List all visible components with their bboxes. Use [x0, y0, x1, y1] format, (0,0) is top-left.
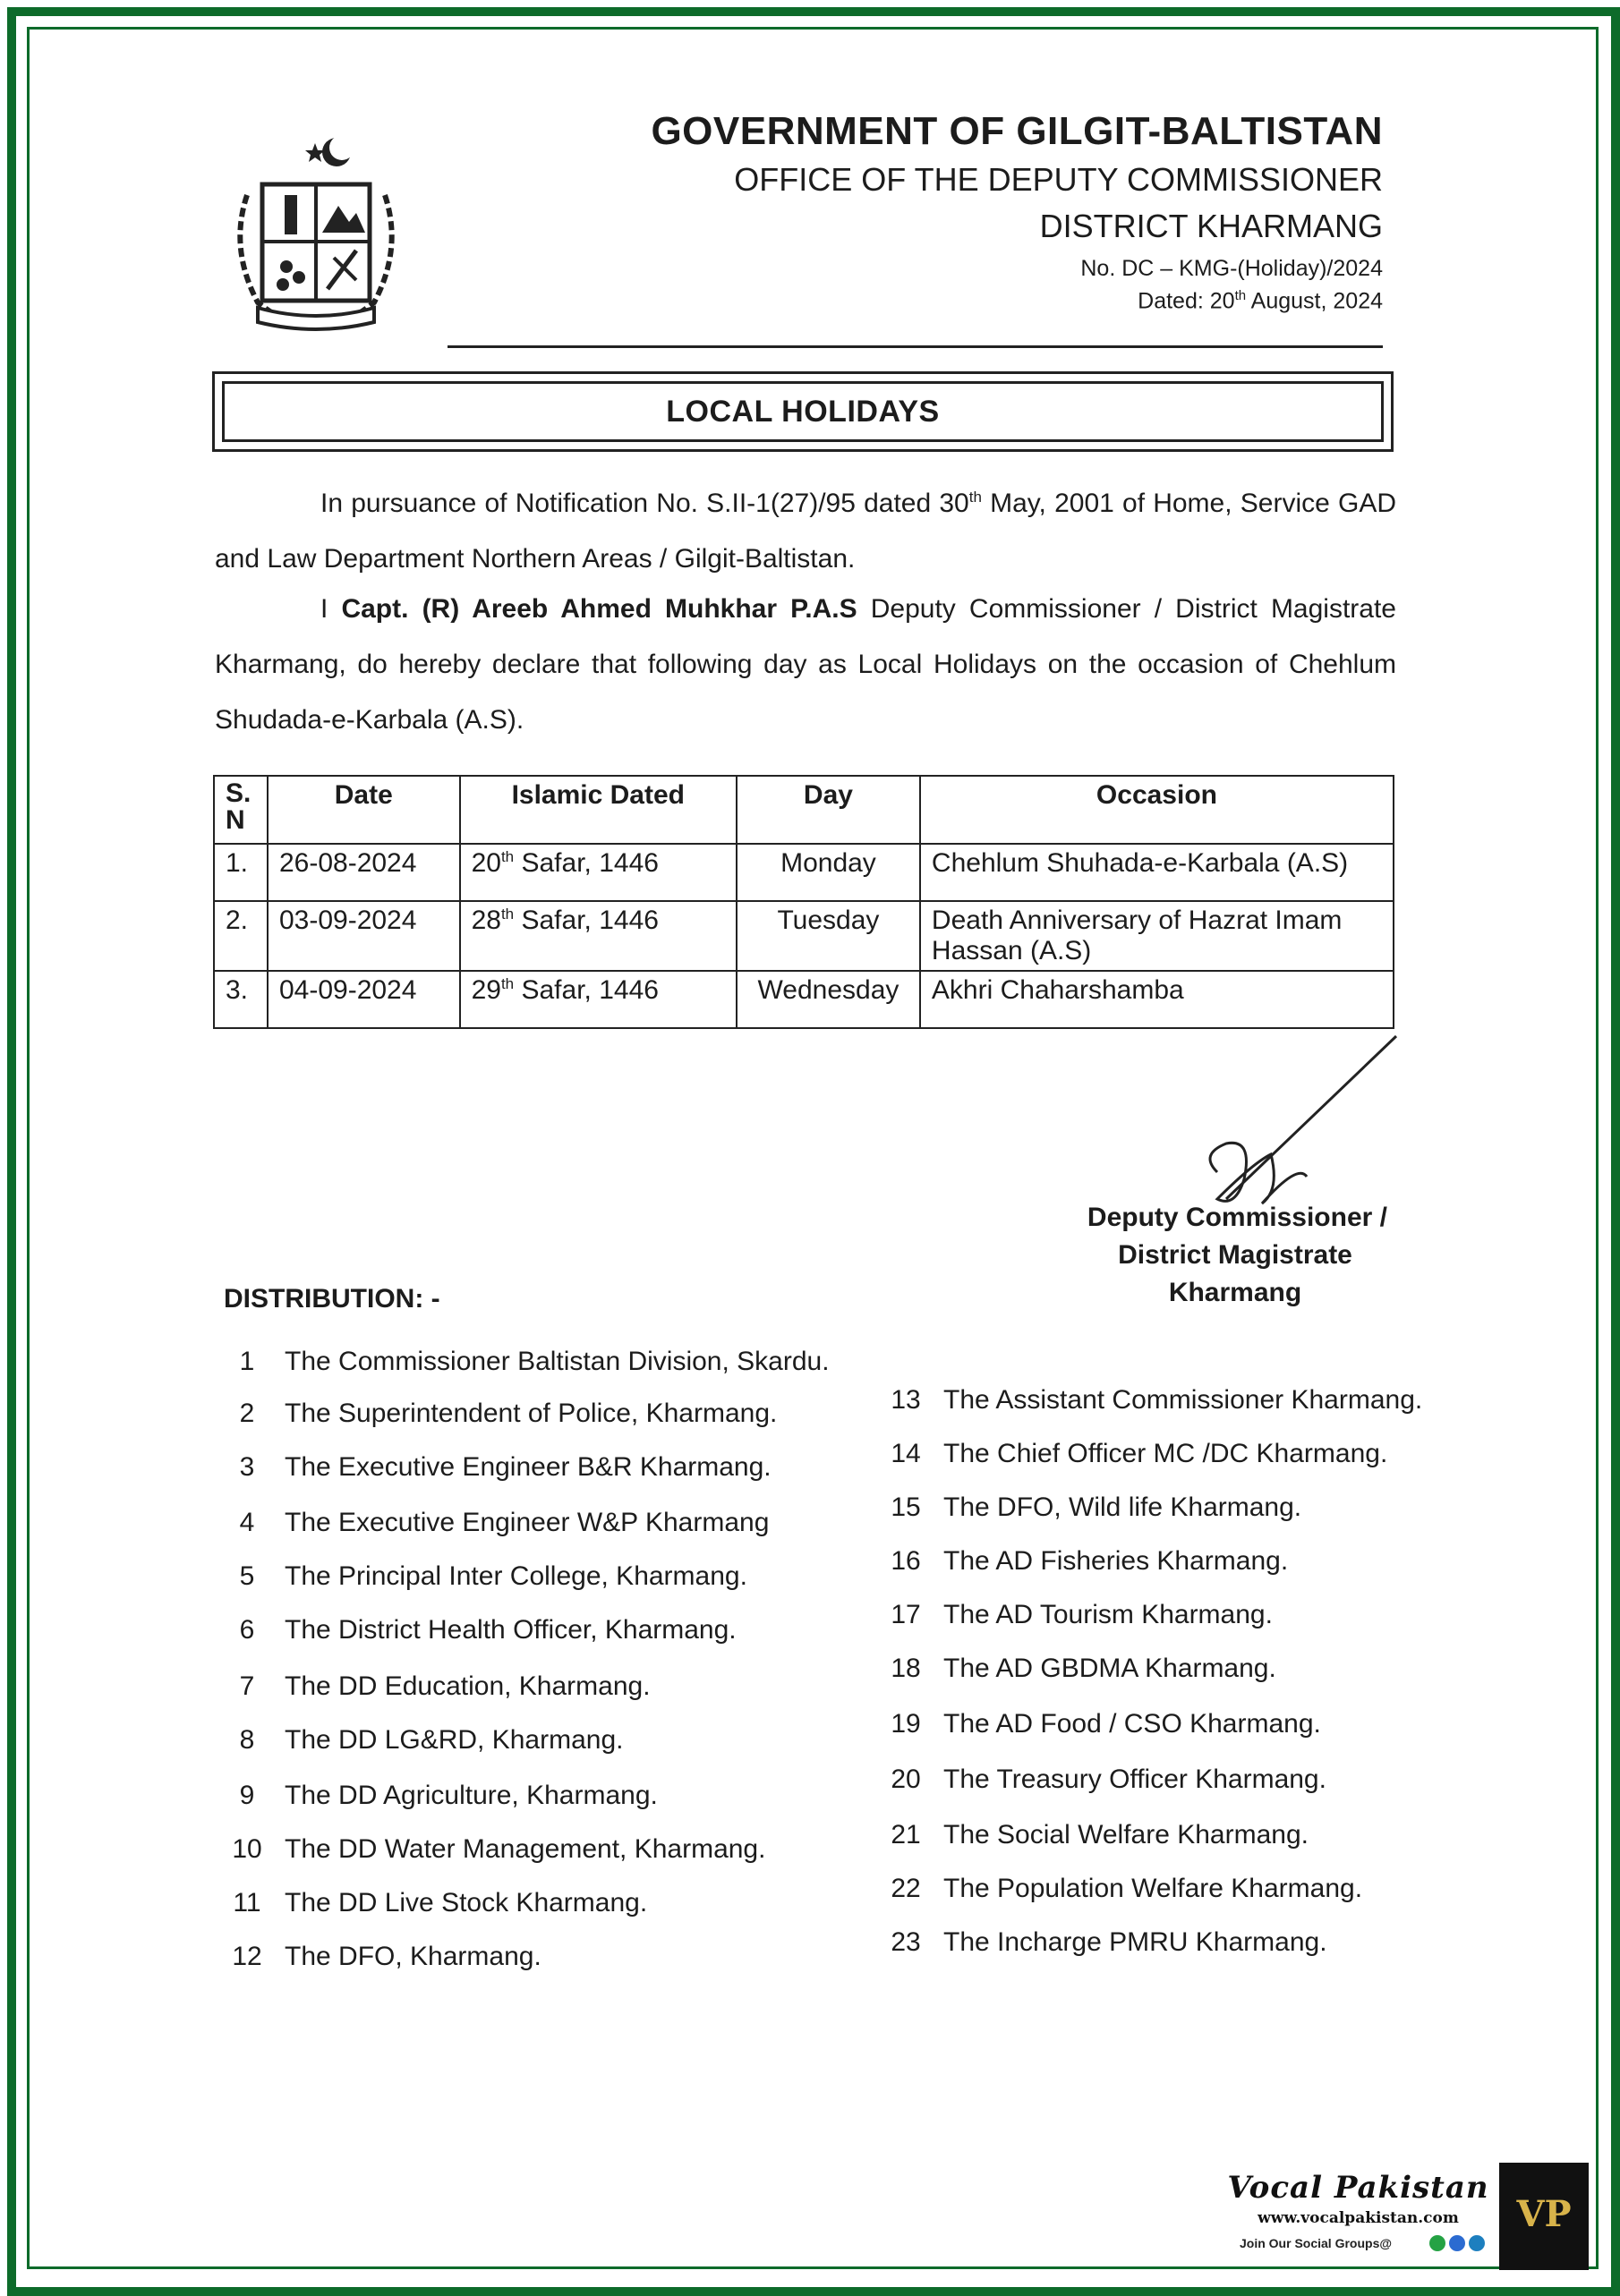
cell-occasion: Akhri Chaharshamba [920, 971, 1394, 1028]
distribution-item [877, 1492, 1301, 1523]
cell-day: Tuesday [737, 901, 920, 971]
distribution-heading: DISTRIBUTION: - [224, 1284, 440, 1314]
cell-islamic-date: 29th Safar, 1446 [460, 971, 737, 1028]
table-header-row [214, 776, 1394, 844]
distribution-recipient: The Chief Officer MC /DC Kharmang. [943, 1439, 1388, 1468]
distribution-item [877, 1600, 1273, 1630]
header-date: Date [268, 776, 460, 844]
distribution-recipient: The AD Tourism Kharmang. [943, 1600, 1273, 1629]
distribution-recipient: The Executive Engineer B&R Kharmang. [285, 1452, 772, 1482]
header-day: Day [737, 776, 920, 844]
header-divider [448, 345, 1383, 348]
distribution-recipient: The Superintendent of Police, Kharmang. [285, 1399, 778, 1428]
distribution-number: 17 [891, 1600, 921, 1629]
watermark-join-text: Join Our Social Groups@ [1240, 2236, 1393, 2250]
signature-subtitle: District Magistrate [1118, 1240, 1352, 1270]
distribution-item [877, 1874, 1362, 1904]
cell-date: 04-09-2024 [268, 971, 460, 1028]
distribution-number: 1 [239, 1347, 255, 1376]
distribution-recipient: The Assistant Commissioner Kharmang. [943, 1385, 1423, 1415]
distribution-number: 3 [239, 1452, 255, 1482]
officer-name: Capt. (R) Areeb Ahmed Muhkhar P.A.S [341, 594, 857, 624]
cell-sn: 3. [214, 971, 268, 1028]
distribution-number: 15 [891, 1492, 921, 1522]
watermark [1222, 2170, 1598, 2277]
vocal-pakistan-logo: VP [1499, 2163, 1589, 2270]
distribution-number: 10 [232, 1834, 262, 1864]
distribution-recipient: The Incharge PMRU Kharmang. [943, 1927, 1327, 1957]
distribution-number: 22 [891, 1874, 921, 1903]
distribution-recipient: The AD Food / CSO Kharmang. [943, 1709, 1321, 1739]
cell-day: Wednesday [737, 971, 920, 1028]
distribution-recipient: The DD Water Management, Kharmang. [285, 1834, 766, 1864]
district-heading: DISTRICT KHARMANG [1039, 208, 1383, 244]
table-row [214, 901, 1394, 971]
distribution-item [877, 1927, 1327, 1958]
distribution-item [218, 1615, 737, 1645]
table-row [214, 844, 1394, 901]
letter-number: No. DC – KMG-(Holiday)/2024 [1080, 256, 1383, 281]
header-sn: S. N [214, 776, 268, 844]
distribution-item [218, 1781, 658, 1811]
distribution-item [218, 1888, 647, 1918]
distribution-item [877, 1820, 1309, 1850]
cell-sn: 2. [214, 901, 268, 971]
distribution-item [218, 1508, 769, 1538]
distribution-recipient: The Commissioner Baltistan Division, Skardu. [285, 1347, 830, 1376]
distribution-item [877, 1709, 1321, 1739]
cell-occasion: Death Anniversary of Hazrat Imam Hassan (A.S) [920, 901, 1394, 971]
distribution-recipient: The District Health Officer, Kharmang. [285, 1615, 737, 1645]
distribution-number: 12 [232, 1942, 262, 1971]
distribution-item [877, 1654, 1276, 1684]
distribution-recipient: The Treasury Officer Kharmang. [943, 1765, 1326, 1794]
distribution-item [877, 1385, 1422, 1416]
distribution-item [218, 1561, 747, 1592]
watermark-url: www.vocalpakistan.com [1258, 2209, 1459, 2227]
distribution-item [877, 1546, 1288, 1577]
cell-occasion: Chehlum Shuhada-e-Karbala (A.S) [920, 844, 1394, 901]
distribution-item [218, 1399, 777, 1429]
title-box [212, 371, 1394, 452]
facebook-icon [1449, 2235, 1465, 2251]
distribution-recipient: The Social Welfare Kharmang. [943, 1820, 1309, 1850]
distribution-number: 9 [239, 1781, 255, 1810]
government-heading: GOVERNMENT OF GILGIT-BALTISTAN [651, 109, 1383, 153]
letter-date: Dated: 20th August, 2024 [1138, 288, 1383, 314]
document-title: LOCAL HOLIDAYS [666, 394, 940, 429]
distribution-number: 6 [239, 1615, 255, 1645]
distribution-recipient: The DD Agriculture, Kharmang. [285, 1781, 658, 1810]
cell-date: 03-09-2024 [268, 901, 460, 971]
distribution-number: 8 [239, 1725, 255, 1755]
cell-day: Monday [737, 844, 920, 901]
distribution-recipient: The Principal Inter College, Kharmang. [285, 1561, 747, 1591]
distribution-recipient: The AD Fisheries Kharmang. [943, 1546, 1289, 1576]
distribution-recipient: The AD GBDMA Kharmang. [943, 1654, 1276, 1683]
distribution-item [218, 1725, 623, 1756]
distribution-number: 20 [891, 1765, 921, 1794]
distribution-recipient: The Population Welfare Kharmang. [943, 1874, 1363, 1903]
whatsapp-icon [1429, 2235, 1445, 2251]
distribution-item [218, 1452, 772, 1483]
distribution-recipient: The DD Education, Kharmang. [285, 1671, 651, 1701]
paragraph-declaration: I Capt. (R) Areeb Ahmed Muhkhar P.A.S Deputy Commissioner / District Magistrate Kharmang, do hereby declare that following day as Local Holidays on the occasion of Chehlum Shudada-e-Karbala (A.S). [215, 594, 1396, 735]
cell-date: 26-08-2024 [268, 844, 460, 901]
cell-sn: 1. [214, 844, 268, 901]
distribution-recipient: The DD LG&RD, Kharmang. [285, 1725, 624, 1755]
distribution-number: 14 [891, 1439, 921, 1468]
cell-islamic-date: 28th Safar, 1446 [460, 901, 737, 971]
watermark-brand: Vocal Pakistan [1227, 2170, 1489, 2206]
distribution-number: 11 [233, 1888, 261, 1918]
paragraph-notification: In pursuance of Notification No. S.II-1(27)/95 dated 30th May, 2001 of Home, Service GAD and Law Department Northern Areas / Gilgit-Baltistan. [215, 489, 1396, 574]
distribution-item [218, 1834, 765, 1865]
distribution-item [218, 1671, 651, 1702]
distribution-number: 18 [891, 1654, 921, 1683]
signature-title: Deputy Commissioner / [1087, 1203, 1387, 1232]
cell-islamic-date: 20th Safar, 1446 [460, 844, 737, 901]
distribution-number: 13 [891, 1385, 921, 1415]
office-heading: OFFICE OF THE DEPUTY COMMISSIONER [734, 161, 1383, 198]
distribution-item [877, 1439, 1387, 1469]
header-occasion: Occasion [920, 776, 1394, 844]
distribution-recipient: The Executive Engineer W&P Kharmang [285, 1508, 770, 1537]
distribution-item [218, 1347, 830, 1377]
distribution-item [877, 1765, 1326, 1795]
linkedin-icon [1469, 2235, 1485, 2251]
signature-block [1056, 1199, 1414, 1312]
distribution-recipient: The DD Live Stock Kharmang. [285, 1888, 648, 1918]
distribution-number: 4 [239, 1508, 255, 1537]
distribution-number: 2 [239, 1399, 255, 1428]
signature-district: Kharmang [1168, 1278, 1302, 1307]
distribution-number: 5 [239, 1561, 255, 1591]
distribution-recipient: The DFO, Kharmang. [285, 1942, 541, 1971]
distribution-number: 23 [891, 1927, 921, 1957]
distribution-number: 7 [239, 1671, 255, 1701]
government-emblem-icon [222, 132, 410, 338]
header-islamic-date: Islamic Dated [460, 776, 737, 844]
distribution-item [218, 1942, 541, 1972]
distribution-number: 16 [891, 1546, 921, 1576]
distribution-number: 21 [891, 1820, 921, 1850]
distribution-recipient: The DFO, Wild life Kharmang. [943, 1492, 1302, 1522]
distribution-number: 19 [891, 1709, 921, 1739]
holidays-table [213, 775, 1394, 1029]
